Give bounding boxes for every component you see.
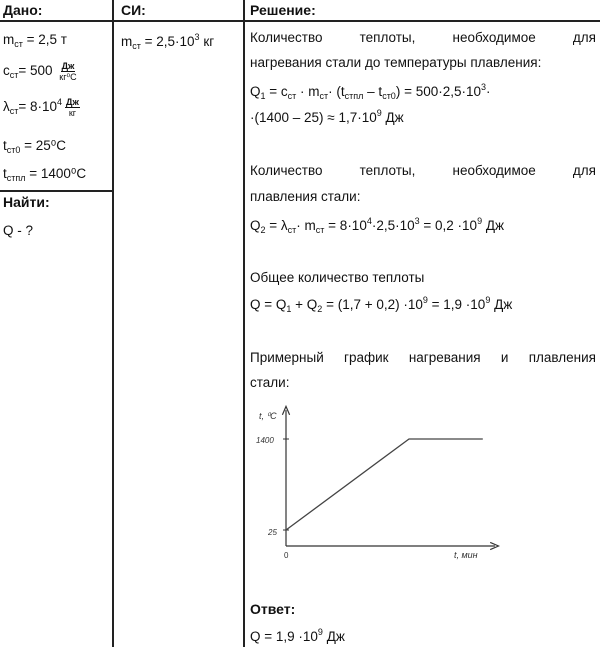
given-specific-heat: $c_{ст}= 500$ $\frac{Дж}{\text{кг⁰C}}$ [3, 61, 77, 82]
p2-line2: плавления стали: [250, 189, 361, 204]
x-axis-label: t, мин [454, 550, 478, 560]
answer-header: Ответ: [250, 601, 296, 617]
p2-line1: Количество теплоты, необходимое для [250, 163, 596, 178]
p4-line1: Примерный график нагревания и плавления [250, 350, 596, 365]
p4-line2: стали: [250, 375, 290, 390]
find-quantity: Q - ? [3, 223, 34, 238]
formula-q2: $Q_2 = \lambda_{ст}\cdot m_{ст} = 8\cdot 10^4\cdot 2,5\cdot 10^3 = 0,2 \cdot 10^9$ Дж [250, 216, 505, 235]
formula-q1-continued: $\cdot(1400 - 25) \approx 1,7\cdot 10^9$ Дж [250, 108, 404, 125]
column-divider-1 [112, 0, 114, 647]
p1-line1: Количество теплоты, необходимое для [250, 30, 596, 45]
formula-total: $Q = Q_1 + Q_2 = (1,7 + 0,2) \cdot 10^9 = 1,9 \cdot 10^9$ Дж [250, 295, 513, 314]
given-melting-temperature: $t_{стпл} = 1400^0C$ [3, 166, 87, 183]
given-mass: $m_{ст} = 2,5$ т [3, 32, 67, 49]
header-divider [0, 20, 243, 22]
column-divider-2 [243, 0, 245, 647]
p1-line2: нагревания стали до температуры плавления: [250, 55, 542, 70]
solution-header: Решение: [250, 2, 316, 18]
temperature-series-line [286, 439, 483, 530]
given-latent-heat: $\lambda_{ст}= 8\cdot 10^4$ $\frac{Дж}{кг}$ [3, 97, 79, 118]
heating-graph [250, 405, 500, 570]
header-divider-right [244, 20, 600, 22]
si-mass: $m_{ст} = 2,5\cdot 10^3$ кг [121, 32, 215, 51]
given-find-divider [0, 190, 113, 192]
given-header: Дано: [3, 2, 43, 18]
y-tick-label-25: 25 [268, 528, 277, 537]
latent-heat-unit: $\frac{Дж}{кг}$ [66, 97, 79, 118]
origin-label: 0 [284, 551, 289, 560]
specific-heat-unit: $\frac{Дж}{\text{кг⁰C}}$ [59, 61, 77, 82]
formula-q1: $Q_1 = c_{ст} \cdot m_{ст}\cdot (t_{стпл} - t_{ст0}) = 500\cdot 2,5\cdot 10^3\cdot$ [250, 82, 491, 101]
p3-line1: Общее количество теплоты [250, 270, 425, 285]
answer-value: $Q = 1,9 \cdot 10^9$ Дж [250, 627, 345, 644]
find-header: Найти: [3, 194, 50, 210]
y-tick-label-1400: 1400 [256, 436, 274, 445]
y-axis-label: t, ⁰C [259, 411, 277, 421]
given-initial-temperature: $t_{ст0} = 25^0C$ [3, 138, 66, 155]
si-header: СИ: [121, 2, 146, 18]
